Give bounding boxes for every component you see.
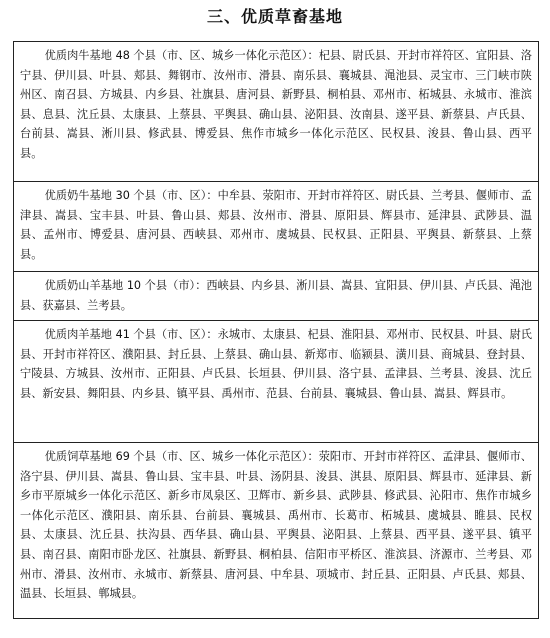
table-row-dairy-cattle xyxy=(14,181,538,271)
dairy-goat-text: 优质奶山羊基地 10 个县（市）：西峡县、内乡县、淅川县、嵩县、宜阳县、伊川县、卢氏县、渑池县、获嘉县、兰考县。 xyxy=(20,279,532,312)
table-row-forage xyxy=(14,442,538,618)
dairy-cattle-text: 优质奶牛基地 30 个县（市、区）：中牟县、荥阳市、开封市祥符区、尉氏县、兰考县、偃师市、孟津县、嵩县、宝丰县、叶县、鲁山县、郏县、汝州市、滑县、原阳县、辉县市、延津县、武陟县、温县、孟州市、博爱县、唐河县、西峡县、邓州市、虞城县、民权县、正阳县、平舆县、新蔡县、上蔡县。 xyxy=(20,189,532,261)
bases-table xyxy=(13,41,539,619)
mutton-sheep-text: 优质肉羊基地 41 个县（市、区）：永城市、太康县、杞县、淮阳县、邓州市、民权县、叶县、尉氏县、开封市祥符区、濮阳县、封丘县、上蔡县、确山县、新郑市、临颍县、潢川县、商城县、登封县、宁陵县、方城县、汝州市、正阳县、卢氏县、长垣县、伊川县、洛宁县、孟津县、兰考县、浚县、沈丘县、新安县、舞阳县、内乡县、镇平县、禹州市、范县、台前县、襄城县、鲁山县、嵩县、辉县市。 xyxy=(20,328,532,400)
table-row-beef-cattle xyxy=(14,42,538,181)
table-row-mutton-sheep xyxy=(14,320,538,442)
beef-cattle-text: 优质肉牛基地 48 个县（市、区、城乡一体化示范区）：杞县、尉氏县、开封市祥符区、宜阳县、洛宁县、伊川县、叶县、郏县、舞钢市、汝州市、滑县、南乐县、襄城县、渑池县、灵宝市、三门峡市陕州区、南召县、方城县、内乡县、社旗县、唐河县、新野县、桐柏县、邓州市、柘城县、永城市、淮滨县、息县、沈丘县、太康县、上蔡县、平舆县、确山县、泌阳县、汝南县、遂平县、新蔡县、卢氏县、台前县、嵩县、淅川县、修武县、博爱县、焦作市城乡一体化示范区、民权县、浚县、鲁山县、西平县。 xyxy=(20,49,532,160)
forage-text: 优质饲草基地 69 个县（市、区、城乡一体化示范区）：荥阳市、开封市祥符区、孟津县、偃师市、洛宁县、伊川县、嵩县、鲁山县、宝丰县、叶县、汤阴县、浚县、淇县、原阳县、辉县市、延津县、新乡市平原城乡一体化示范区、新乡市凤泉区、卫辉市、新乡县、武陟县、修武县、沁阳市、焦作市城乡一体化示范区、濮阳县、南乐县、台前县、襄城县、禹州市、长葛市、柘城县、虞城县、睢县、民权县、太康县、沈丘县、扶沟县、西华县、确山县、平舆县、泌阳县、上蔡县、西平县、遂平县、镇平县、南召县、南阳市卧龙区、社旗县、新野县、桐柏县、信阳市平桥区、淮滨县、济源市、兰考县、邓州市、滑县、汝州市、永城市、新蔡县、唐河县、中牟县、项城市、封丘县、正阳县、卢氏县、郏县、温县、长垣县、郸城县。 xyxy=(20,450,532,601)
page-title: 三、优质草畜基地 xyxy=(206,7,343,26)
table-row-dairy-goat xyxy=(14,271,538,320)
